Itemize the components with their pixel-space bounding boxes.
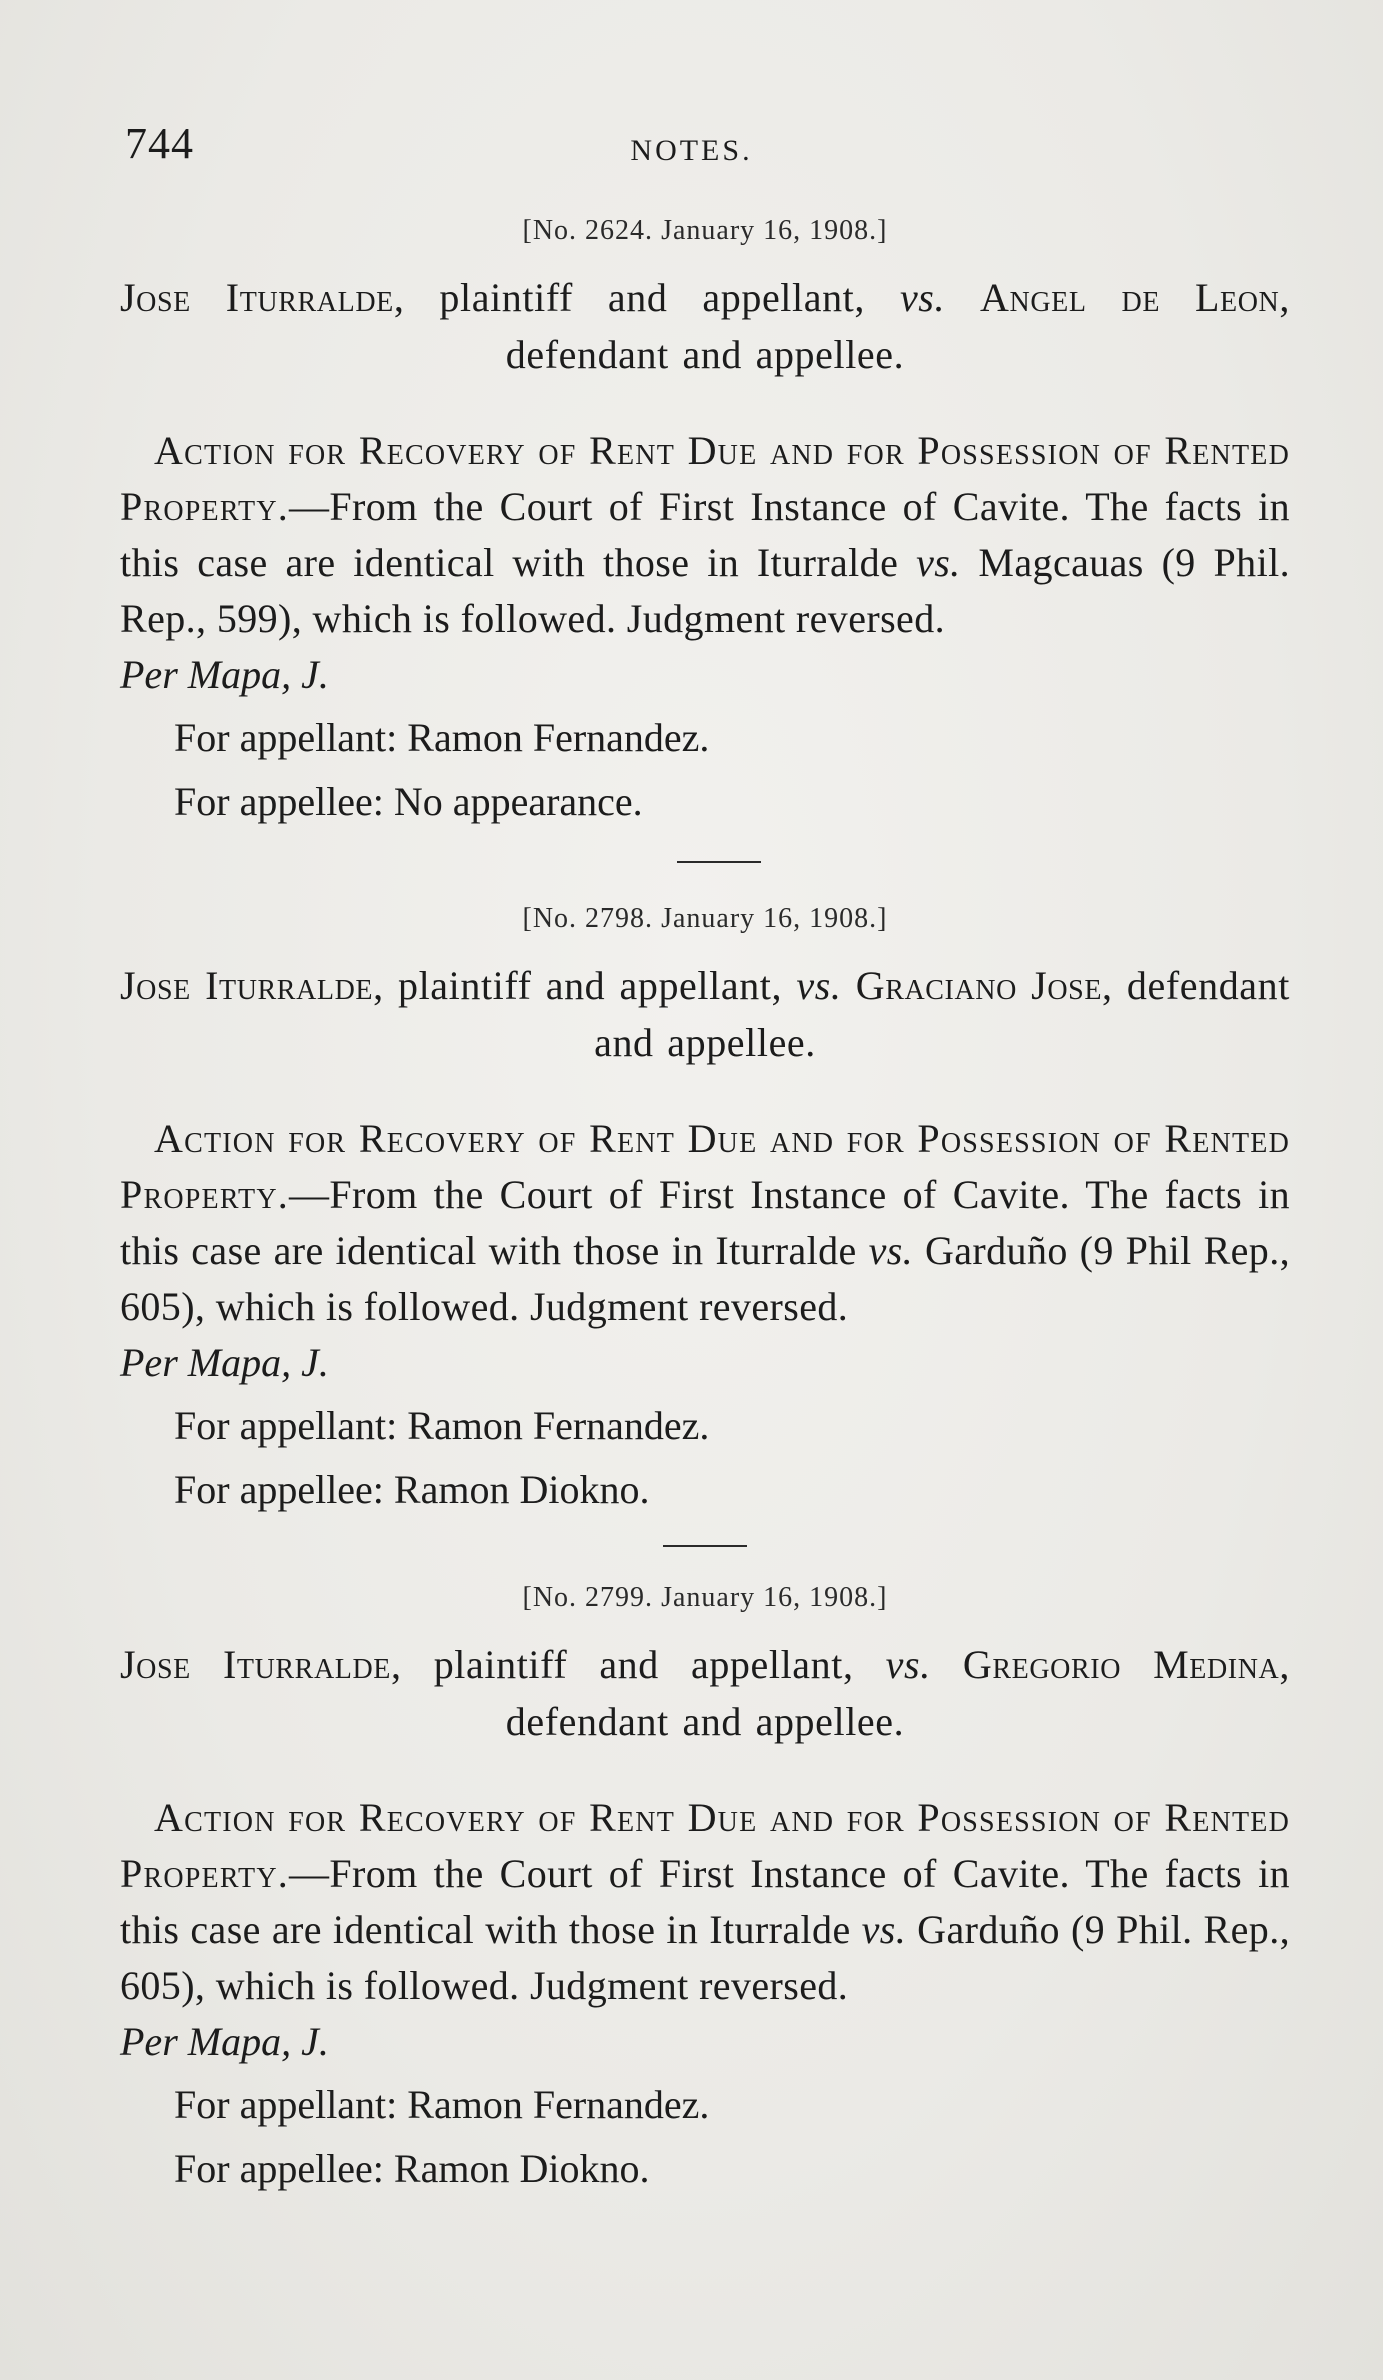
headnote-body-cont: Magcauas (9 Phil. Rep., 599), which is followed. Judgment reversed. [120,540,1290,641]
appellant-counsel: For appellant: Ramon Fernandez. [174,1403,710,1448]
headnote [120,423,1290,647]
case-entry [120,903,1290,1519]
decision-date: January 16, 1908.] [661,903,888,934]
appellee-counsel: For appellee: No appearance. [174,779,643,824]
appellee-counsel: For appellee: Ramon Diokno. [174,2146,650,2191]
versus: vs. [796,963,842,1008]
headnote-body-cont: Garduño (9 Phil Rep., 605), which is followed. Judgment reversed. [120,1228,1291,1329]
case-caption [120,957,1290,1071]
running-head: NOTES. [630,134,753,167]
docket-number: [No. 2799. [522,1582,654,1613]
docket-number: [No. 2624. [522,215,654,246]
headnote [120,1111,1290,1335]
headnote-body-cont: Garduño (9 Phil. Rep., 605), which is followed. Judgment reversed. [120,1907,1290,2008]
plaintiff-role: , plaintiff and appellant, [373,963,783,1008]
headnote-body: —From the Court of First Instance of Cavite. The facts in this case are identical with those in Iturralde [120,484,1290,585]
plaintiff-name: Jose Iturralde [120,275,394,320]
headnote-topic: Action for Recovery of Rent Due and for Possession of Rented Property. [120,428,1290,529]
case-caption [120,1636,1290,1750]
defendant-role: , defendant and appellee. [505,1642,1290,1744]
defendant-name: Gregorio Medina [962,1642,1280,1687]
headnote-body: —From the Court of First Instance of Cavite. The facts in this case are identical with those in Iturralde [120,1172,1290,1273]
separator-rule [663,1545,747,1547]
case-entry [120,215,1290,831]
page-number: 744 [125,119,194,168]
case-number-line [120,903,1290,935]
plaintiff-role: , plaintiff and appellant, [393,275,865,320]
plaintiff-role: , plaintiff and appellant, [391,1642,854,1687]
versus: vs. [861,1907,907,1952]
separator-rule [677,861,761,863]
docket-number: [No. 2798. [522,903,654,934]
defendant-name: Graciano Jose [855,963,1103,1008]
versus: vs. [899,275,946,320]
case-number-line [120,1582,1290,1614]
headnote-topic: Action for Recovery of Rent Due and for Possession of Rented Property. [120,1795,1290,1896]
appellant-counsel: For appellant: Ramon Fernandez. [174,2082,710,2127]
case-caption [120,269,1290,383]
headnote-topic: Action for Recovery of Rent Due and for Possession of Rented Property. [120,1116,1290,1217]
versus: vs. [885,1642,931,1687]
headnote-body: —From the Court of First Instance of Cavite. The facts in this case are identical with those in Iturralde [120,1851,1290,1952]
opinion-author: Per Mapa, J. [120,652,329,697]
defendant-name: Angel de Leon [980,275,1280,320]
decision-date: January 16, 1908.] [661,215,888,246]
opinion-author: Per Mapa, J. [120,2019,329,2064]
headnote [120,1790,1290,2014]
appellee-counsel: For appellee: Ramon Diokno. [174,1467,650,1512]
case-number-line [120,215,1290,247]
versus: vs. [868,1228,914,1273]
defendant-role: , defendant and appellee. [505,275,1290,377]
decision-date: January 16, 1908.] [661,1582,888,1613]
defendant-role: , defendant and appellee. [594,963,1290,1065]
opinion-author: Per Mapa, J. [120,1340,329,1385]
versus: vs. [916,540,961,585]
appellant-counsel: For appellant: Ramon Fernandez. [174,715,710,760]
case-entry [120,1582,1290,2198]
plaintiff-name: Jose Iturralde [120,1642,392,1687]
plaintiff-name: Jose Iturralde [120,963,374,1008]
